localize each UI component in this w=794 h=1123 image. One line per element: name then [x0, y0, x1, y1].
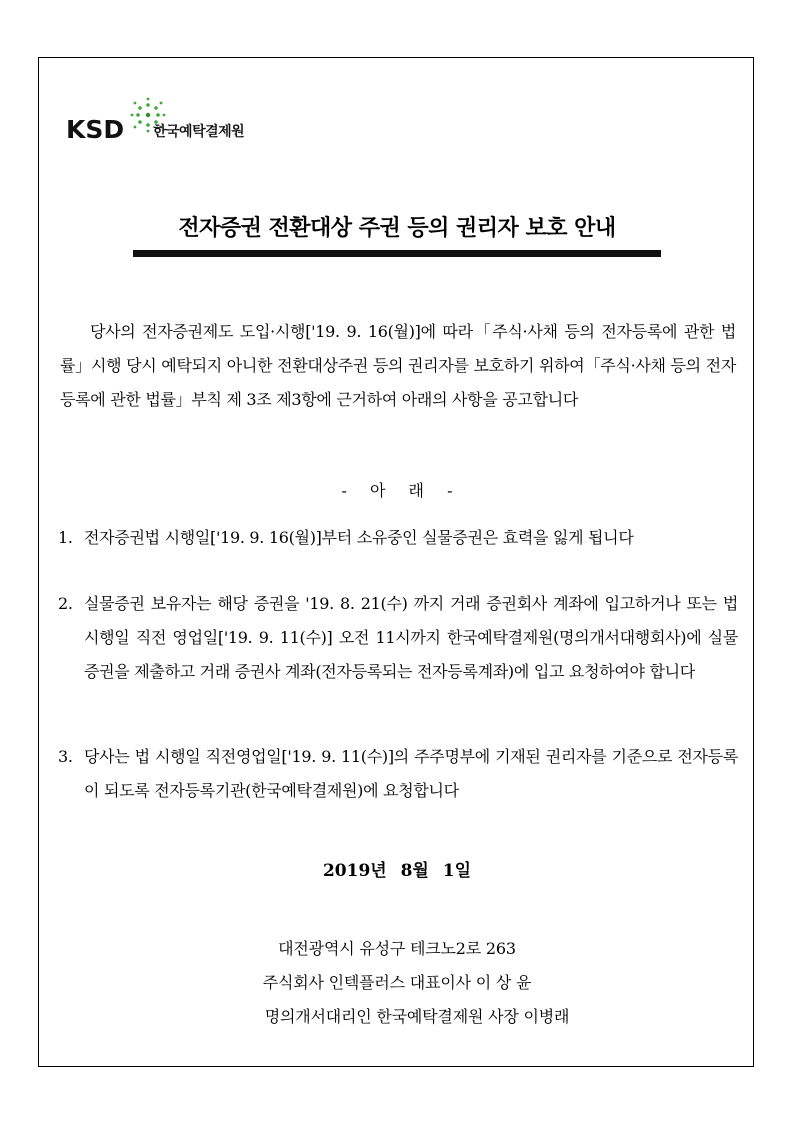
list-item	[58, 521, 738, 555]
list-item	[58, 740, 738, 808]
notice-date: 2019년 8월 1일	[322, 861, 472, 881]
company-address: 대전광역시 유성구 테크노2로 263	[278, 939, 516, 958]
company-representative: 주식회사 인텍플러스 대표이사 이 상 윤	[262, 973, 532, 992]
document-border	[38, 57, 754, 1067]
document-title: 전자증권 전환대상 주권 등의 권리자 보호 안내	[178, 216, 616, 241]
logo-ksd-text: KSD	[66, 115, 125, 144]
intro-paragraph: 당사의 전자증권제도 도입·시행['19. 9. 16(월)]에 따라「주식·사채 등의 전자등록에 관한 법률」시행 당시 예탁되지 아니한 전환대상주권 등의 권리자를 보호하기 위하여「주식·사채 등의 전자등록에 관한 법률」부칙 제 3조 제3항에 근거하여 아래의 사항을 공고합니다	[60, 322, 736, 409]
list-item-text: 전자증권법 시행일['19. 9. 16(월)]부터 소유중인 실물증권은 효력을 잃게 됩니다	[84, 528, 634, 547]
list-item-text: 당사는 법 시행일 직전영업일['19. 9. 11(수)]의 주주명부에 기재된 권리자를 기준으로 전자등록이 되도록 전자등록기관(한국예탁결제원)에 요청합니다	[84, 747, 738, 800]
transfer-agent: 명의개서대리인 한국예탁결제원 사장 이병래	[264, 1007, 570, 1026]
list-item-number: 3.	[58, 747, 73, 766]
list-item-number: 2.	[58, 594, 73, 613]
ksd-logo	[66, 95, 296, 155]
list-item-number: 1.	[58, 528, 73, 547]
logo-org-name: 한국예탁결제원	[153, 124, 245, 140]
title-underline	[133, 250, 661, 257]
list-item-text: 실물증권 보유자는 해당 증권을 '19. 8. 21(수) 까지 거래 증권회사 계좌에 입고하거나 또는 법 시행일 직전 영업일['19. 9. 11(수)] 오전 11시까지 한국예탁결제원(명의개서대행회사)에 실물증권을 제출하고 거래 증권사 계좌(전자등록되는 전자등록계좌)에 입고 요청하여야 합니다	[84, 594, 738, 681]
list-item	[58, 587, 738, 689]
section-heading: - 아 래 -	[341, 481, 453, 500]
